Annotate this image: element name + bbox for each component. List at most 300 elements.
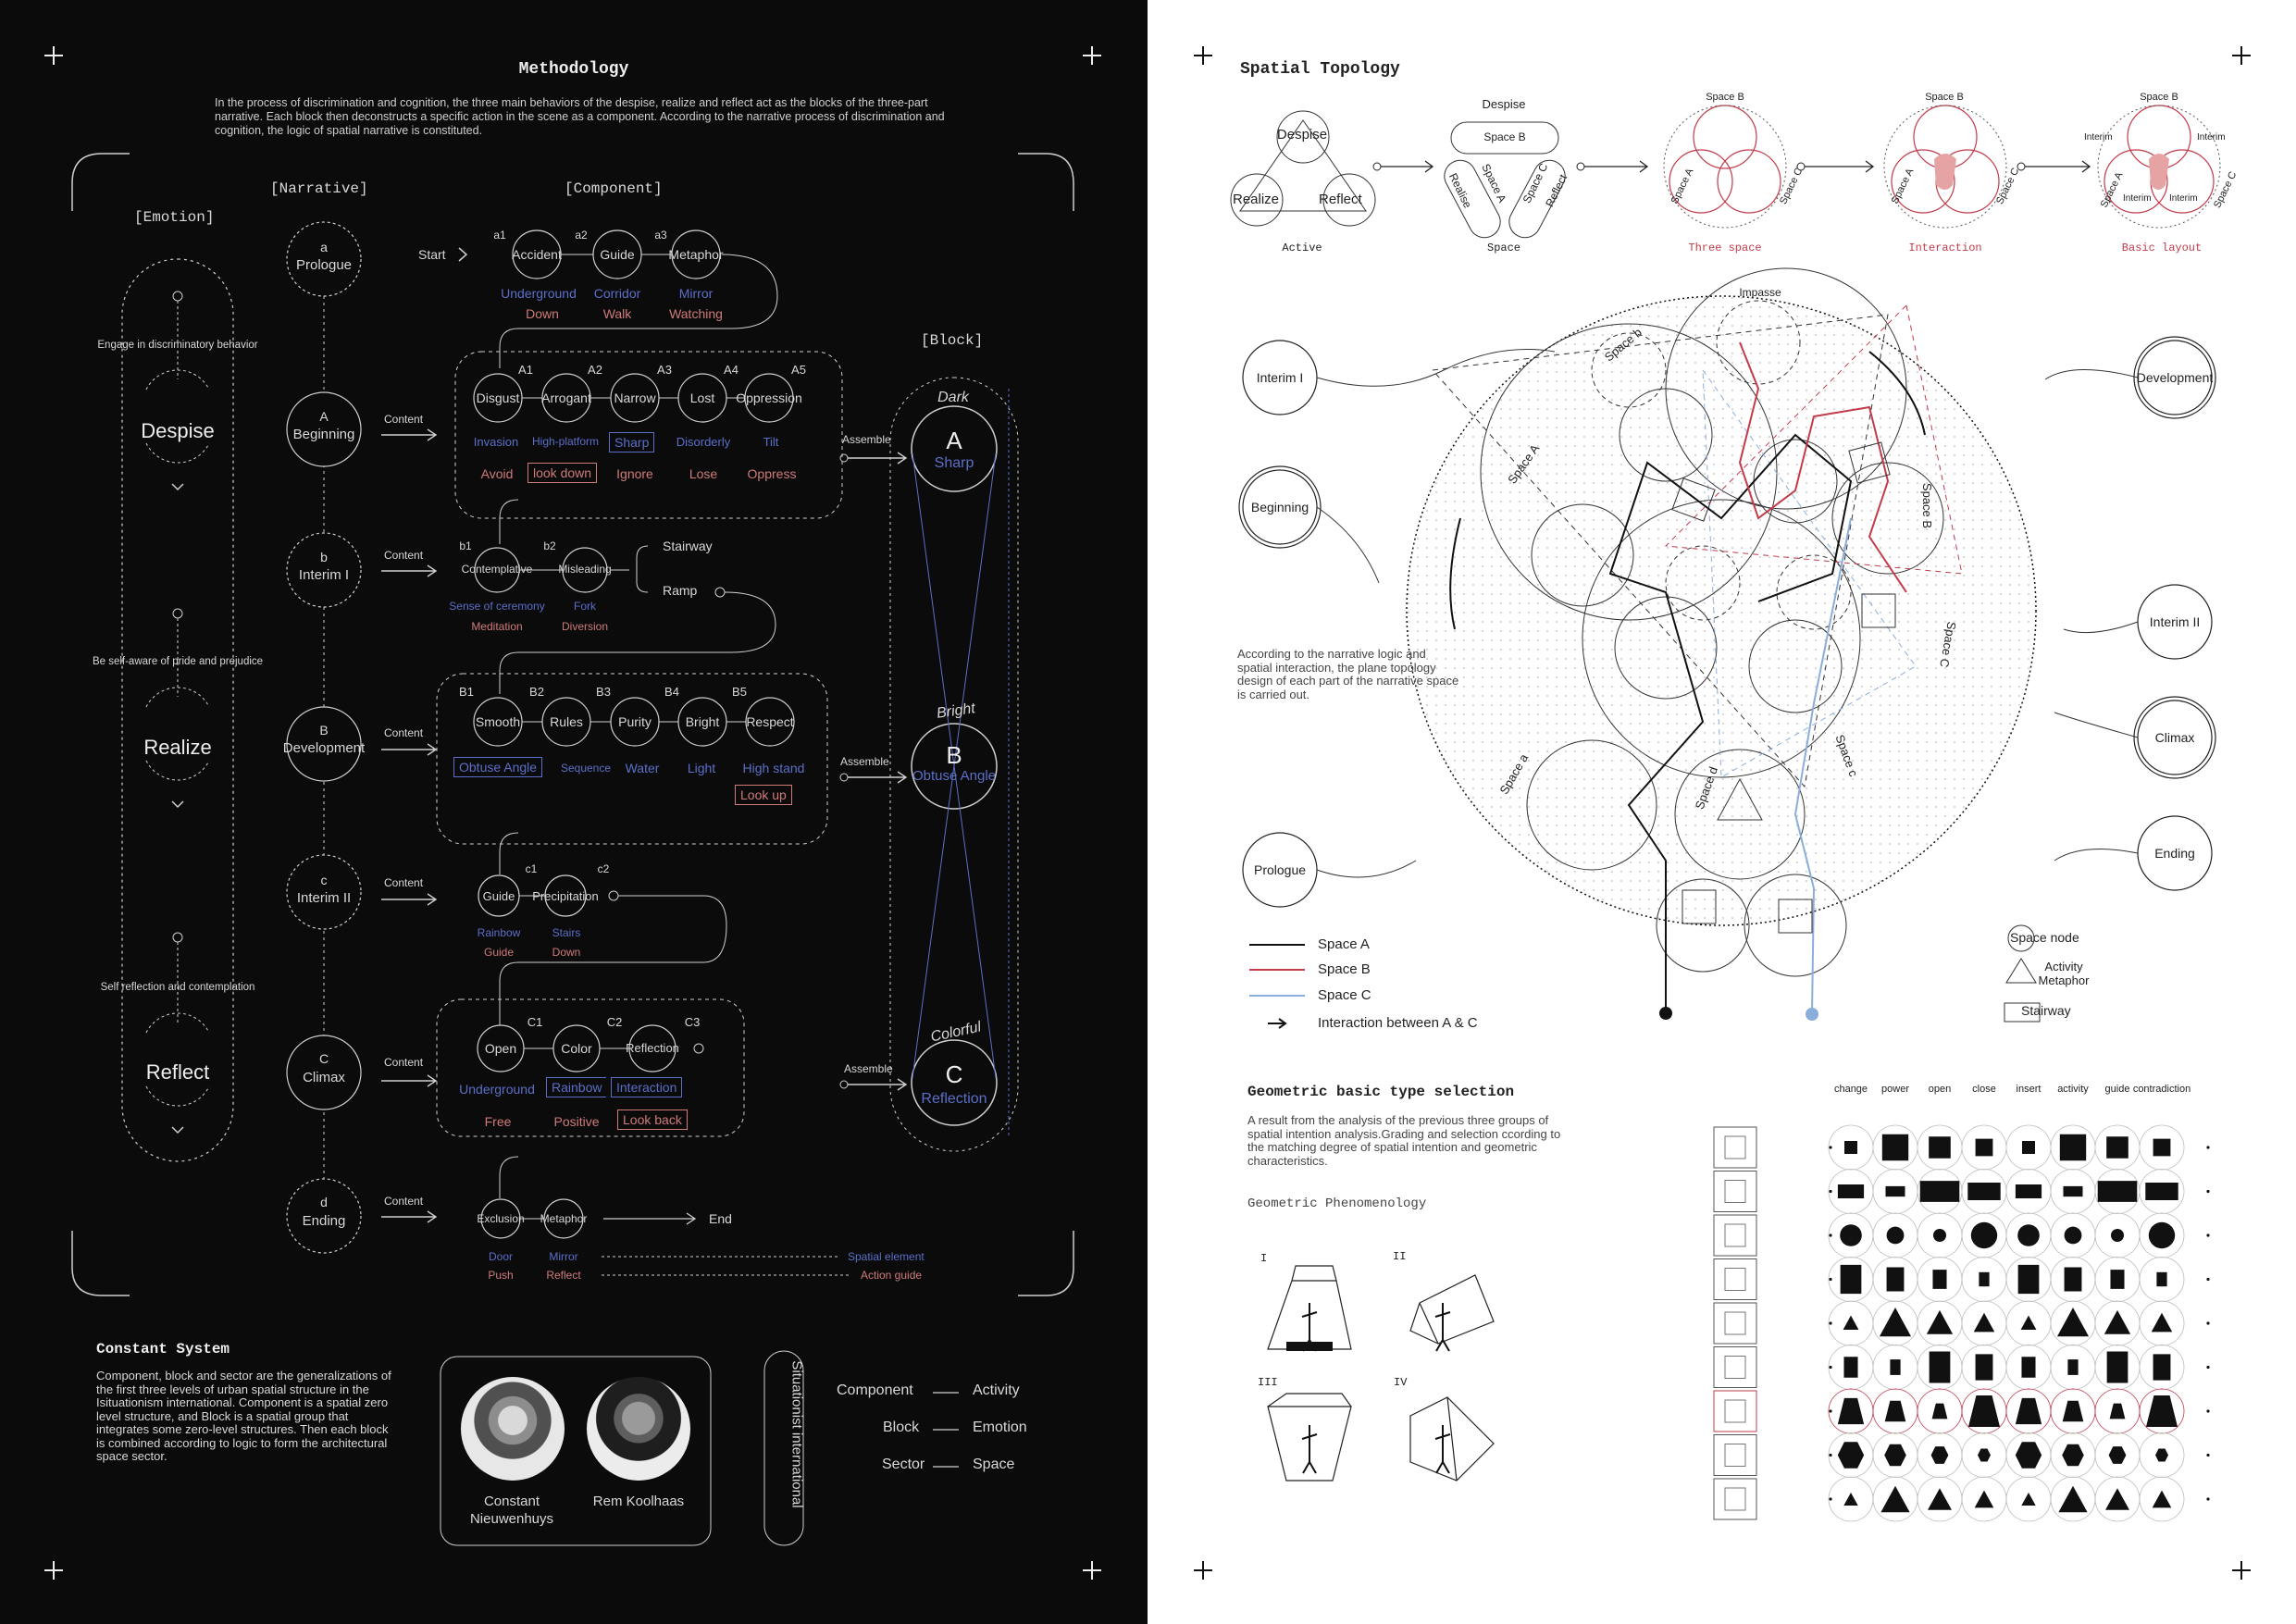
code-c1: c1 bbox=[525, 862, 538, 875]
tri-reflect: Reflect bbox=[1319, 192, 1362, 207]
space-a-small: Space a bbox=[1496, 751, 1532, 797]
row-dot bbox=[1829, 1233, 1831, 1236]
step-dot bbox=[1577, 163, 1584, 170]
narrative-prologue: Prologue bbox=[295, 257, 353, 273]
block-b-name: Obtuse Angle bbox=[912, 768, 997, 784]
three-space-outer bbox=[1664, 105, 1786, 228]
matrix-shape bbox=[1975, 1491, 1994, 1508]
constant-text: Component, block and sector are the generalizations of the first three levels of urban spatial structure in the Isituationism international. Component is a spatial zero level structure, and Block is a spatial group that integrates some zero-level structures. Then each block is combined according to logic to form the architectural space sector. bbox=[96, 1369, 391, 1463]
interaction-overlap bbox=[1934, 154, 1956, 190]
branch-stairway: Stairway bbox=[663, 539, 713, 553]
space-realise: Realise bbox=[1446, 170, 1475, 211]
pheno-roman-3: III bbox=[1258, 1376, 1278, 1389]
matrix-column-7: contradiction bbox=[2132, 1084, 2191, 1095]
geo-title: Geometric basic type selection bbox=[1247, 1084, 1515, 1100]
matrix-shape bbox=[1880, 1308, 1911, 1336]
tri-realize: Realize bbox=[1233, 192, 1280, 207]
plus-mark bbox=[44, 46, 63, 65]
node-interim-1: Interim I bbox=[1256, 370, 1304, 385]
geometry-sample-box bbox=[1714, 1172, 1756, 1212]
spatial-fork: Fork bbox=[574, 600, 596, 613]
plus-mark bbox=[2232, 1561, 2251, 1580]
block-a-letter: A bbox=[946, 427, 962, 454]
matrix-shape bbox=[1844, 1141, 1857, 1154]
row-dot bbox=[1829, 1321, 1831, 1324]
spatial-light: Light bbox=[687, 761, 716, 775]
row-dot bbox=[2206, 1278, 2209, 1281]
three-space-c: Space C bbox=[1778, 166, 1806, 206]
action-meditation: Meditation bbox=[471, 620, 523, 633]
action-ignore: Ignore bbox=[616, 466, 653, 481]
code-a3: a3 bbox=[654, 229, 667, 242]
code-C3: C3 bbox=[684, 1015, 701, 1029]
spatial-door: Door bbox=[488, 1250, 514, 1263]
narrative-code-ending: d bbox=[320, 1195, 328, 1209]
step-dot bbox=[1373, 163, 1381, 170]
assemble-dot bbox=[840, 454, 848, 462]
matrix-shape bbox=[1968, 1395, 2000, 1427]
branch-ramp: Ramp bbox=[663, 583, 698, 598]
matrix-shape bbox=[2111, 1229, 2124, 1242]
component-guide: Guide bbox=[600, 247, 635, 262]
action-walk: Walk bbox=[602, 306, 632, 321]
action-oppress: Oppress bbox=[747, 466, 797, 481]
matrix-column-6: guide bbox=[2104, 1084, 2130, 1095]
matrix-shape bbox=[1933, 1229, 1946, 1242]
narrative-code-climax: C bbox=[318, 1051, 329, 1066]
action-lose: Lose bbox=[689, 466, 718, 481]
interaction-b: Space B bbox=[1925, 92, 1964, 103]
matrix-shape bbox=[1843, 1493, 1857, 1506]
branch-bracket bbox=[611, 546, 648, 592]
matrix-shape bbox=[2152, 1313, 2173, 1333]
reflect-label: Reflect bbox=[145, 1060, 210, 1084]
code-B2: B2 bbox=[529, 685, 544, 699]
realize-arc bbox=[146, 761, 209, 780]
realize-dot bbox=[173, 609, 182, 618]
space-c-band: Space C bbox=[1520, 161, 1551, 205]
page-title: Methodology bbox=[518, 60, 629, 79]
block-c-name: Reflection bbox=[921, 1091, 987, 1107]
end-arrow bbox=[603, 1213, 695, 1224]
matrix-shape bbox=[1841, 1265, 1862, 1294]
matrix-shape bbox=[2098, 1181, 2138, 1202]
narrative-ending: Ending bbox=[302, 1213, 346, 1229]
space-c-start bbox=[1806, 1008, 1818, 1021]
legend-interaction: Interaction between A & C bbox=[1318, 1015, 1478, 1031]
situationist-label: Situationist international bbox=[788, 1360, 805, 1508]
spatial-topology-panel bbox=[1148, 0, 2296, 1624]
figure-silhouette bbox=[1435, 1425, 1450, 1473]
assemble-dot bbox=[840, 1081, 848, 1088]
code-C1: C1 bbox=[527, 1015, 543, 1029]
geometry-sample-box bbox=[1714, 1435, 1756, 1476]
matrix-shape bbox=[2065, 1268, 2082, 1292]
spatial-sharp: Sharp bbox=[609, 432, 654, 452]
narrative-code-interim-2: c bbox=[320, 873, 328, 887]
despise-dot bbox=[173, 291, 182, 301]
matrix-shape bbox=[2153, 1354, 2171, 1380]
site-circle bbox=[1407, 296, 2036, 925]
row-dot bbox=[1829, 1146, 1831, 1148]
space-b-small: Space b bbox=[1601, 325, 1644, 365]
constant-portrait bbox=[461, 1377, 565, 1481]
content-arrow bbox=[381, 1075, 436, 1086]
basic-space-c: Space C bbox=[2212, 169, 2240, 210]
matrix-shape bbox=[1979, 1272, 1989, 1286]
shadow-mark bbox=[1286, 1342, 1333, 1351]
matrix-shape bbox=[1978, 1449, 1991, 1462]
narrative-interim-1: Interim I bbox=[298, 567, 350, 583]
legend-activity-metaphor: Activity Metaphor bbox=[2038, 960, 2090, 987]
narrative-climax: Climax bbox=[303, 1070, 345, 1085]
code-B3: B3 bbox=[596, 685, 611, 699]
matrix-shape bbox=[2153, 1139, 2171, 1157]
row-dot bbox=[1829, 1497, 1831, 1500]
geo-text: A result from the analysis of the previous three groups of spatial intention analysis.Grading and selection ccording to the matching degree of spatial intention and geometric characteristics. bbox=[1247, 1113, 1561, 1168]
content-label: Content bbox=[384, 413, 424, 426]
matrix-shape bbox=[2016, 1442, 2042, 1468]
node-development: Development bbox=[2136, 370, 2214, 385]
row-dot bbox=[1829, 1454, 1831, 1457]
code-b1: b1 bbox=[459, 539, 472, 552]
matrix-shape bbox=[1932, 1270, 1946, 1289]
action-look-back: Look back bbox=[617, 1110, 688, 1130]
space-despise: Despise bbox=[1482, 97, 1526, 111]
plus-mark bbox=[1194, 46, 1212, 65]
spatial-invasion: Invasion bbox=[473, 435, 519, 449]
block-c-letter: C bbox=[945, 1060, 963, 1088]
matrix-shape bbox=[1885, 1401, 1906, 1422]
matrix-shape bbox=[2156, 1272, 2166, 1286]
space-reflect: Reflect bbox=[1543, 172, 1570, 209]
component-lost: Lost bbox=[689, 391, 715, 405]
pheno-roman-2: II bbox=[1393, 1250, 1407, 1263]
component-contemplative: Contemplative bbox=[461, 563, 533, 576]
content-label: Content bbox=[384, 726, 424, 739]
connector-c-C bbox=[500, 896, 726, 1025]
spatial-stairs: Stairs bbox=[552, 926, 581, 939]
component-metaphor: Metaphor bbox=[540, 1212, 588, 1225]
code-B1: B1 bbox=[459, 685, 474, 699]
narrative-code-development: B bbox=[319, 723, 329, 738]
reflect-chevron bbox=[172, 1127, 183, 1133]
node-connector bbox=[2045, 369, 2138, 379]
narrative-code-interim-1: b bbox=[320, 550, 328, 564]
row-dot bbox=[2206, 1497, 2209, 1500]
geometry-sample-box bbox=[1714, 1479, 1756, 1519]
spatial-high-platform: High-platform bbox=[531, 435, 600, 448]
block-a-top: Dark bbox=[937, 390, 969, 405]
frame-corner bbox=[72, 1231, 130, 1295]
three-space-a: Space A bbox=[1669, 167, 1696, 206]
matrix-shape bbox=[1838, 1398, 1864, 1424]
matrix-shape bbox=[1928, 1488, 1952, 1510]
geometry-sample-box bbox=[1714, 1391, 1756, 1432]
spatial-interaction: Interaction bbox=[611, 1077, 682, 1097]
plus-mark bbox=[1083, 46, 1101, 65]
pair-emotion: Emotion bbox=[973, 1419, 1027, 1435]
spatial-high-stand: High stand bbox=[742, 761, 805, 775]
start-label: Start bbox=[418, 247, 446, 262]
spatial-water: Water bbox=[625, 761, 660, 775]
frame-corner bbox=[72, 154, 130, 211]
start-arrow bbox=[459, 248, 466, 261]
pheno-title: Geometric Phenomenology bbox=[1247, 1196, 1427, 1211]
matrix-shape bbox=[1932, 1404, 1948, 1419]
content-label: Content bbox=[384, 876, 424, 889]
assemble-arrow bbox=[848, 772, 906, 783]
assemble-arrow bbox=[848, 452, 906, 464]
component-open: Open bbox=[484, 1041, 517, 1056]
narrative-code-prologue: a bbox=[320, 240, 328, 254]
step-arrow bbox=[1381, 161, 1433, 172]
component-misleading: Misleading bbox=[558, 563, 612, 576]
matrix-shape bbox=[2109, 1446, 2127, 1464]
basic-space-a: Space A bbox=[2098, 170, 2126, 210]
basic-space-b: Space B bbox=[2140, 92, 2178, 103]
step-arrow bbox=[1805, 161, 1873, 172]
matrix-shape bbox=[1882, 1134, 1908, 1160]
matrix-shape bbox=[2065, 1227, 2082, 1245]
matrix-shape bbox=[2060, 1134, 2086, 1160]
code-b2: b2 bbox=[543, 539, 556, 552]
frame-corner bbox=[1018, 154, 1074, 211]
matrix-shape bbox=[2106, 1136, 2128, 1159]
matrix-shape bbox=[1887, 1227, 1905, 1245]
content-arrow bbox=[381, 565, 436, 576]
reflect-dot bbox=[173, 933, 182, 942]
action-avoid: Avoid bbox=[480, 466, 514, 481]
narrative-header: [Narrative] bbox=[270, 180, 368, 197]
spatial-disorderly: Disorderly bbox=[676, 435, 731, 449]
content-arrow bbox=[381, 894, 436, 905]
node-connector bbox=[2054, 849, 2138, 862]
geometry-sample-box bbox=[1714, 1347, 1756, 1388]
matrix-shape bbox=[1920, 1181, 1960, 1202]
content-arrow bbox=[381, 744, 436, 755]
geometry-sample-box bbox=[1714, 1259, 1756, 1300]
matrix-column-2: open bbox=[1928, 1084, 1952, 1095]
row-dot bbox=[2206, 1366, 2209, 1369]
person-constant: Constant Nieuwenhuys bbox=[469, 1494, 554, 1527]
reflect-caption: Self reflection and contemplation bbox=[100, 982, 255, 993]
basic-interim: Interim bbox=[2169, 193, 2198, 204]
component-header: [Component] bbox=[565, 180, 663, 197]
code-A5: A5 bbox=[791, 363, 806, 377]
code-B5: B5 bbox=[732, 685, 747, 699]
content-arrow bbox=[381, 1211, 436, 1222]
basic-interim: Interim bbox=[2084, 132, 2113, 143]
matrix-column-5: activity bbox=[2057, 1084, 2089, 1095]
row-dot bbox=[2206, 1190, 2209, 1193]
matrix-shape bbox=[1840, 1224, 1862, 1246]
three-space-circle bbox=[1694, 105, 1756, 168]
topology-title: Spatial Topology bbox=[1240, 60, 1400, 79]
legend-space-b: Space B bbox=[1318, 961, 1371, 977]
spatial-sequence: Sequence bbox=[560, 762, 612, 775]
geometry-sample-box bbox=[1714, 1127, 1756, 1168]
action-down: Down bbox=[552, 946, 581, 959]
legend-space-node: Space node bbox=[2010, 930, 2079, 945]
interaction-a: Space A bbox=[1889, 167, 1917, 206]
plus-mark bbox=[44, 1561, 63, 1580]
row-dot bbox=[1829, 1409, 1831, 1412]
interaction-c: Space C bbox=[1994, 166, 2022, 206]
legend-space-a: Space A bbox=[1318, 936, 1370, 952]
component-narrow: Narrow bbox=[614, 391, 656, 405]
matrix-shape bbox=[2153, 1491, 2172, 1508]
matrix-shape bbox=[1884, 1444, 1906, 1467]
row-dot bbox=[2206, 1454, 2209, 1457]
space-c-label: Space C bbox=[1937, 620, 1959, 669]
matrix-shape bbox=[2062, 1444, 2084, 1467]
despise-caption: Engage in discriminatory behavior bbox=[97, 340, 258, 351]
three-space-circle bbox=[1718, 150, 1781, 213]
component-color: Color bbox=[561, 1041, 592, 1056]
node-prologue: Prologue bbox=[1253, 862, 1307, 877]
legend-spatial-element: Spatial element bbox=[848, 1250, 925, 1263]
matrix-shape bbox=[2057, 1308, 2089, 1336]
code-c2: c2 bbox=[597, 862, 610, 875]
basic-interim: Interim bbox=[2123, 193, 2152, 204]
matrix-shape bbox=[2021, 1357, 2035, 1378]
row-dot bbox=[1829, 1366, 1831, 1369]
topology-note: According to the narrative logic and spatial interaction, the plane topology design of each part of the narrative space is carried out. bbox=[1237, 647, 1459, 701]
spatial-underground: Underground bbox=[459, 1082, 535, 1097]
component-arrogant: Arrogant bbox=[541, 391, 591, 405]
node-connector bbox=[1317, 507, 1379, 583]
node-beginning: Beginning bbox=[1250, 500, 1309, 514]
pair-component: Component bbox=[837, 1382, 913, 1398]
matrix-shape bbox=[2063, 1401, 2084, 1422]
spatial-rainbow: Rainbow bbox=[546, 1077, 606, 1097]
component-respect: Respect bbox=[746, 714, 794, 729]
matrix-shape bbox=[2104, 1310, 2130, 1334]
tri-despise: Despise bbox=[1276, 127, 1328, 143]
legend-action-guide: Action guide bbox=[861, 1269, 923, 1282]
matrix-shape bbox=[2022, 1141, 2035, 1154]
matrix-column-3: close bbox=[1972, 1084, 1996, 1095]
spatial-mirror: Mirror bbox=[678, 286, 714, 301]
matrix-shape bbox=[1880, 1486, 1909, 1512]
matrix-shape bbox=[1930, 1351, 1951, 1382]
action-reflect: Reflect bbox=[546, 1269, 581, 1282]
content-label: Content bbox=[384, 1056, 424, 1069]
row-dot bbox=[2206, 1146, 2209, 1148]
step-space: Space bbox=[1486, 242, 1521, 254]
action-watching: Watching bbox=[669, 306, 723, 321]
matrix-shape bbox=[2058, 1486, 2087, 1512]
assemble-dot bbox=[840, 774, 848, 781]
matrix-shape bbox=[2145, 1183, 2178, 1200]
pair-space: Space bbox=[973, 1457, 1015, 1472]
action-free: Free bbox=[484, 1114, 512, 1129]
content-arrow bbox=[381, 429, 436, 440]
matrix-shape bbox=[2110, 1404, 2126, 1419]
row-dot bbox=[1829, 1190, 1831, 1193]
component-bright: Bright bbox=[685, 714, 720, 729]
space-a-band: Space A bbox=[1479, 161, 1509, 205]
action-look-up: Look up bbox=[735, 785, 792, 805]
realize-label: Realize bbox=[143, 736, 212, 759]
node-connector bbox=[1317, 861, 1416, 877]
code-C2: C2 bbox=[606, 1015, 623, 1029]
matrix-shape bbox=[1931, 1446, 1949, 1464]
space-c-small: Space c bbox=[1832, 732, 1861, 779]
connector-C-d bbox=[500, 1157, 518, 1198]
spatial-rainbow: Rainbow bbox=[477, 926, 521, 939]
matrix-shape bbox=[1838, 1442, 1864, 1468]
basic-overlap bbox=[2149, 154, 2169, 190]
component-guide: Guide bbox=[482, 889, 515, 903]
matrix-shape bbox=[2110, 1270, 2124, 1289]
block-header: [Block] bbox=[921, 332, 984, 349]
geometry-sample-box bbox=[1714, 1215, 1756, 1256]
node-ending: Ending bbox=[2154, 846, 2195, 861]
spatial-underground: Underground bbox=[501, 286, 577, 301]
step-basic-layout: Basic layout bbox=[2121, 242, 2203, 254]
matrix-shape bbox=[1927, 1310, 1953, 1334]
content-label: Content bbox=[384, 1195, 424, 1208]
block-a-name: Sharp bbox=[934, 455, 974, 471]
matrix-shape bbox=[2021, 1493, 2035, 1506]
matrix-shape bbox=[2018, 1265, 2040, 1294]
spatial-mirror: Mirror bbox=[549, 1250, 578, 1263]
matrix-shape bbox=[2067, 1359, 2078, 1375]
C-dot bbox=[694, 1044, 703, 1053]
pheno-roman-1: I bbox=[1260, 1252, 1268, 1265]
matrix-shape bbox=[2016, 1184, 2042, 1198]
row-dot bbox=[2206, 1233, 2209, 1236]
step-arrow bbox=[1584, 161, 1647, 172]
frame-corner bbox=[1018, 1231, 1074, 1295]
node-connector bbox=[2064, 622, 2138, 633]
action-push: Push bbox=[488, 1269, 514, 1282]
assemble-label: Assemble bbox=[840, 755, 889, 768]
code-B4: B4 bbox=[664, 685, 679, 699]
code-A1: A1 bbox=[518, 363, 533, 377]
connector-A-b bbox=[500, 500, 518, 544]
intro-paragraph: In the process of discrimination and cognition, the three main behaviors of the despise, realize and reflect act as the blocks of the three-part narrative. Each block then deconstructs a specific action in the scene as a component. According to the narrative process of discrimination and cognition, the logic of spatial narrative is constituted. bbox=[215, 96, 945, 137]
reflect-arc bbox=[146, 1086, 209, 1106]
matrix-shape bbox=[1887, 1268, 1905, 1292]
step-arrow bbox=[2025, 161, 2090, 172]
row-dot bbox=[2206, 1321, 2209, 1324]
geometry-sample-box bbox=[1714, 1303, 1756, 1344]
person-koolhaas: Rem Koolhaas bbox=[592, 1494, 685, 1509]
spatial-corridor: Corridor bbox=[593, 286, 641, 301]
narrative-interim-2: Interim II bbox=[296, 890, 352, 906]
plus-mark bbox=[2232, 46, 2251, 65]
constant-title: Constant System bbox=[96, 1341, 230, 1357]
code-A4: A4 bbox=[724, 363, 738, 377]
pair-block: Block bbox=[883, 1419, 920, 1435]
matrix-shape bbox=[1886, 1186, 1905, 1196]
legend-stairway: Stairway bbox=[2021, 1003, 2071, 1018]
matrix-column-1: power bbox=[1881, 1084, 1909, 1095]
matrix-shape bbox=[2107, 1351, 2128, 1382]
narrative-beginning: Beginning bbox=[292, 427, 355, 442]
despise-chevron bbox=[172, 484, 183, 490]
component-purity: Purity bbox=[618, 714, 652, 729]
component-disgust: Disgust bbox=[476, 391, 520, 405]
action-look-down: look down bbox=[527, 463, 597, 483]
component-accident: Accident bbox=[512, 247, 562, 262]
realize-caption: Be self-aware of pride and prejudice bbox=[92, 656, 264, 667]
matrix-shape bbox=[2105, 1488, 2129, 1510]
component-metaphor: Metaphor bbox=[668, 247, 724, 262]
